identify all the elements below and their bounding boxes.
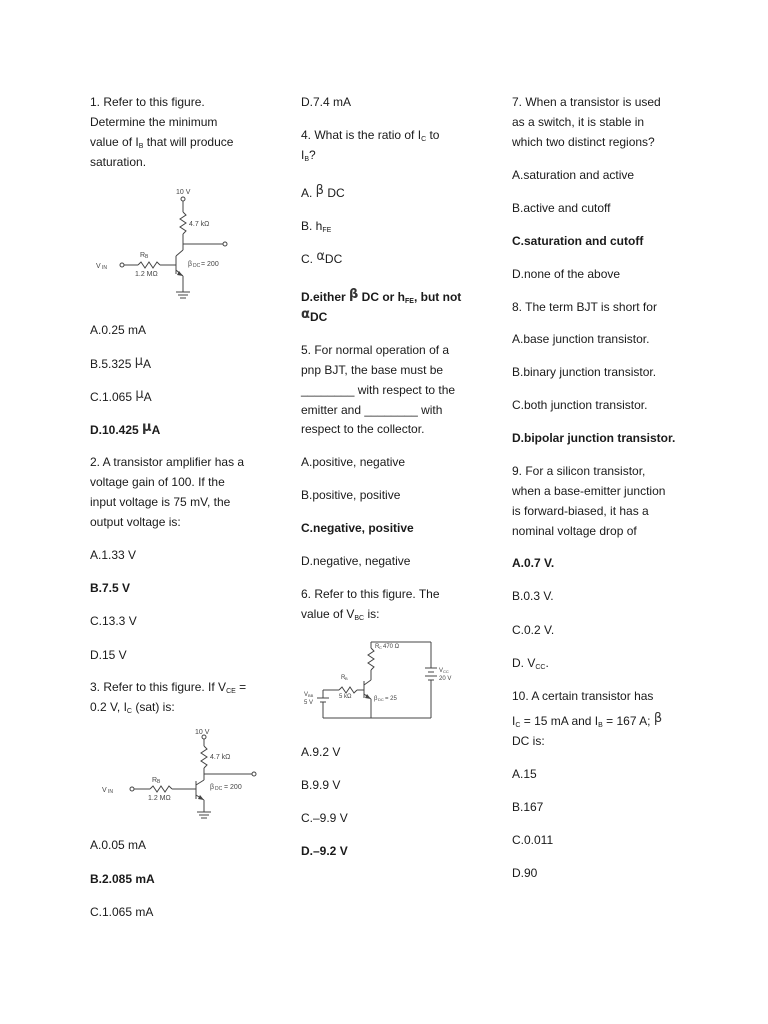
q8-option-a: A.base junction transistor. bbox=[512, 332, 650, 346]
q5-option-b: B.positive, positive bbox=[301, 488, 401, 502]
q9-option-c: C.0.2 V. bbox=[512, 623, 555, 637]
svg-text:β: β bbox=[210, 784, 215, 791]
question-10-text: 10. A certain transistor has bbox=[512, 689, 654, 703]
q8-option-d: D.bipolar junction transistor. bbox=[512, 431, 676, 445]
svg-text:5 V: 5 V bbox=[304, 700, 314, 706]
svg-text:β: β bbox=[374, 696, 378, 702]
svg-text:BB: BB bbox=[308, 693, 314, 698]
svg-text:20 V: 20 V bbox=[439, 676, 452, 682]
question-7-text: 7. When a transistor is used bbox=[512, 95, 661, 109]
q6-option-c: C.–9.9 V bbox=[301, 811, 348, 825]
question-8-text: 8. The term BJT is short for bbox=[512, 300, 657, 314]
svg-text:R: R bbox=[375, 644, 380, 650]
q7-option-d: D.none of the above bbox=[512, 267, 621, 281]
svg-text:V: V bbox=[96, 263, 101, 270]
q8-option-b: B.binary junction transistor. bbox=[512, 365, 657, 379]
q1-option-c: C.1.065 μA bbox=[90, 387, 152, 404]
svg-text:R: R bbox=[152, 777, 158, 784]
q5-option-d: D.negative, negative bbox=[301, 554, 411, 568]
question-1-text: 1. Refer to this figure. bbox=[90, 95, 205, 109]
svg-text:DC: DC bbox=[193, 263, 201, 269]
svg-text:C: C bbox=[379, 645, 382, 650]
svg-text:DC: DC bbox=[378, 697, 384, 702]
q7-option-b: B.active and cutoff bbox=[512, 201, 611, 215]
q4-option-a: A. β DC bbox=[301, 183, 345, 200]
svg-text:β: β bbox=[188, 261, 193, 268]
svg-text:B: B bbox=[345, 676, 348, 681]
q9-option-d: D. $V_{CC}$. bbox=[512, 656, 549, 671]
svg-text:10 V: 10 V bbox=[195, 729, 210, 736]
q6-option-b: B.9.9 V bbox=[301, 778, 341, 792]
svg-text:5 kΩ: 5 kΩ bbox=[339, 694, 352, 700]
q2-option-a: A.1.33 V bbox=[90, 548, 137, 562]
circuit-figure-1 bbox=[90, 184, 250, 304]
question-4-text: 4. What is the ratio of $I_C$ to bbox=[301, 128, 440, 143]
q10-option-b: B.167 bbox=[512, 800, 544, 814]
q2-option-b: B.7.5 V bbox=[90, 581, 131, 595]
svg-text:V: V bbox=[102, 787, 107, 794]
svg-text:= 200: = 200 bbox=[201, 261, 219, 268]
svg-text:B: B bbox=[145, 254, 149, 260]
svg-text:1.2 MΩ: 1.2 MΩ bbox=[148, 795, 171, 802]
q3-option-c: C.1.065 mA bbox=[90, 905, 154, 919]
question-9-text: 9. For a silicon transistor, bbox=[512, 464, 646, 478]
svg-text:10 V: 10 V bbox=[176, 189, 191, 196]
q3-option-b: B.2.085 mA bbox=[90, 872, 155, 886]
svg-text:4.7 kΩ: 4.7 kΩ bbox=[189, 221, 210, 228]
svg-text:= 25: = 25 bbox=[385, 696, 397, 702]
svg-text:B: B bbox=[157, 779, 161, 785]
q6-option-a: A.9.2 V bbox=[301, 745, 341, 759]
q3-option-d: D.7.4 mA bbox=[301, 95, 352, 109]
q10-option-a: A.15 bbox=[512, 767, 537, 781]
q1-option-d: D.10.425 μA bbox=[90, 420, 161, 437]
circuit-figure-6 bbox=[301, 634, 461, 729]
q5-option-a: A.positive, negative bbox=[301, 455, 406, 469]
question-3-text: 3. Refer to this figure. If $V_{CE}$ = bbox=[90, 680, 247, 695]
svg-text:CC: CC bbox=[443, 669, 449, 674]
q10-option-c: C.0.011 bbox=[512, 833, 554, 847]
circuit-figure-3 bbox=[90, 726, 270, 826]
q5-option-c: C.negative, positive bbox=[301, 521, 414, 535]
q6-option-d: D.–9.2 V bbox=[301, 844, 348, 858]
q4-option-c: C. αDC bbox=[301, 249, 343, 266]
q9-option-a: A.0.7 V. bbox=[512, 556, 555, 570]
q4-option-d: D.either β DC or $h_{FE}$, but not bbox=[301, 287, 462, 305]
q7-option-c: C.saturation and cutoff bbox=[512, 234, 644, 248]
q7-option-a: A.saturation and active bbox=[512, 168, 635, 182]
svg-text:DC: DC bbox=[215, 786, 223, 792]
svg-text:IN: IN bbox=[108, 789, 113, 795]
svg-text:V: V bbox=[304, 692, 309, 698]
q2-option-c: C.13.3 V bbox=[90, 614, 137, 628]
q3-option-a: A.0.05 mA bbox=[90, 838, 147, 852]
q8-option-c: C.both junction transistor. bbox=[512, 398, 648, 412]
q1-option-b: B.5.325 μA bbox=[90, 354, 151, 371]
svg-text:V: V bbox=[439, 668, 444, 674]
svg-text:R: R bbox=[341, 675, 346, 681]
svg-text:IN: IN bbox=[102, 265, 107, 271]
q4-option-b: B. $h_{FE}$ bbox=[301, 219, 332, 234]
question-5-text: 5. For normal operation of a bbox=[301, 343, 450, 357]
svg-text:1.2 MΩ: 1.2 MΩ bbox=[135, 271, 158, 278]
svg-text:4.7 kΩ: 4.7 kΩ bbox=[210, 754, 231, 761]
q10-option-d: D.90 bbox=[512, 866, 538, 880]
question-6-text: 6. Refer to this figure. The bbox=[301, 587, 440, 601]
svg-text:R: R bbox=[140, 252, 146, 259]
svg-text:470 Ω: 470 Ω bbox=[383, 644, 400, 650]
q1-option-a: A.0.25 mA bbox=[90, 323, 147, 337]
q9-option-b: B.0.3 V. bbox=[512, 589, 554, 603]
question-2-text: 2. A transistor amplifier has a bbox=[90, 455, 245, 469]
q2-option-d: D.15 V bbox=[90, 648, 127, 662]
svg-text:= 200: = 200 bbox=[224, 784, 242, 791]
